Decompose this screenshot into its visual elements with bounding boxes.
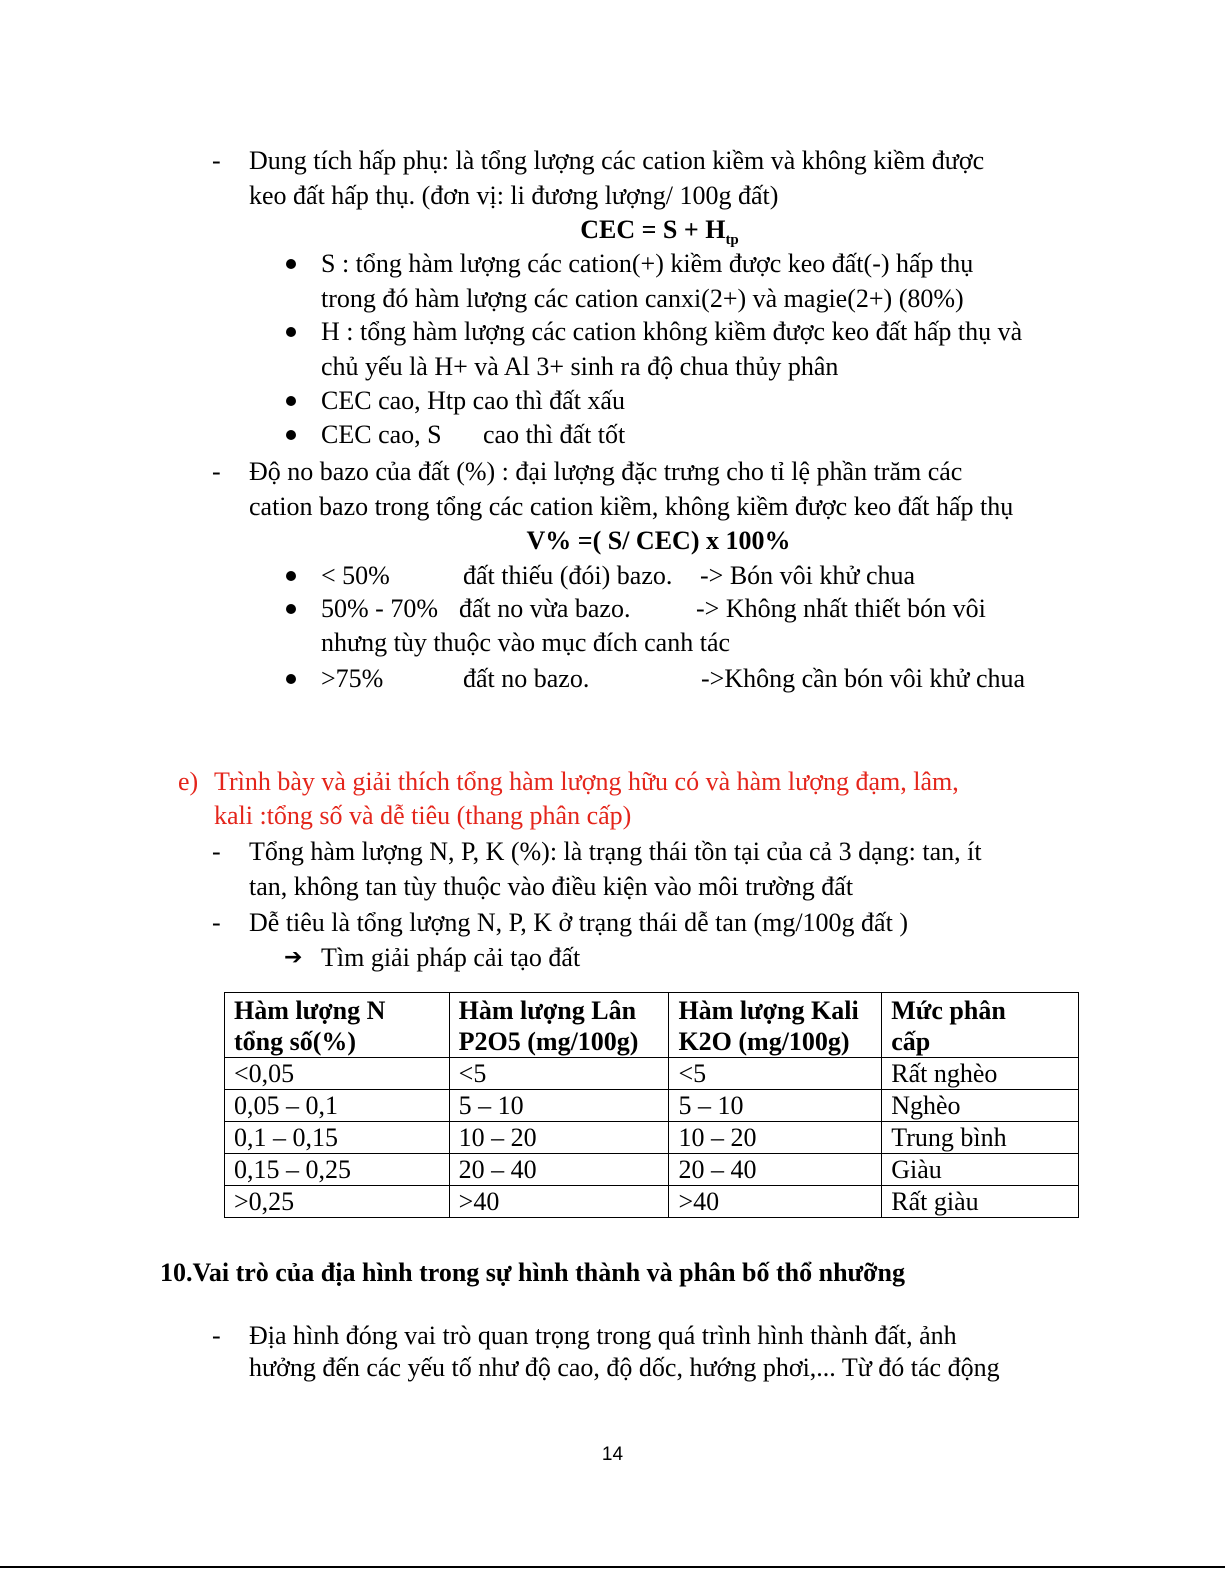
dash-marker: - <box>212 1321 221 1350</box>
table-cell: 0,15 – 0,25 <box>225 1154 450 1186</box>
bullet-dot <box>286 604 296 614</box>
section-e-title-line1: Trình bày và giải thích tổng hàm lượng hữu có và hàm lượng đạm, lâm, <box>214 767 959 796</box>
bazo-bullet-1-c: -> Bón vôi khử chua <box>700 561 916 590</box>
bazo-bullet-3-c: ->Không cần bón vôi khử chua <box>701 664 1026 693</box>
table-cell: >40 <box>449 1186 669 1218</box>
bazo-bullet-2-b: đất no vừa bazo. <box>459 594 631 623</box>
bullet-dot <box>286 327 296 337</box>
dash-marker: - <box>212 837 221 866</box>
table-row <box>225 1122 1079 1154</box>
table-row <box>225 1090 1079 1122</box>
section-10-item-line1: Địa hình đóng vai trò quan trọng trong quá trình hình thành đất, ảnh <box>249 1321 957 1350</box>
bullet-dot <box>286 396 296 406</box>
cec-bullet-4b: cao thì đất tốt <box>483 420 626 449</box>
section-10-item-line2: hưởng đến các yếu tố như độ cao, độ dốc, hướng phơi,... Từ đó tác động <box>249 1353 1000 1382</box>
page-bottom-rule <box>0 1566 1225 1568</box>
table-cell: 0,05 – 0,1 <box>225 1090 450 1122</box>
table-header-cell: Hàm lượng Lân P2O5 (mg/100g) <box>449 993 669 1058</box>
bullet-dot <box>286 430 296 440</box>
bazo-bullet-2-c: -> Không nhất thiết bón vôi <box>696 594 986 623</box>
section-e-arrow-text: Tìm giải pháp cải tạo đất <box>321 943 581 972</box>
bullet-dot <box>286 259 296 269</box>
cec-bullet-1-line1: S : tổng hàm lượng các cation(+) kiềm được keo đất(-) hấp thụ <box>321 249 974 278</box>
cec-bullet-3: CEC cao, Htp cao thì đất xấu <box>321 386 625 415</box>
table-row <box>225 1058 1079 1090</box>
page-number: 14 <box>601 1444 624 1465</box>
dash-marker: - <box>212 908 221 937</box>
section-10-heading: 10.Vai trò của địa hình trong sự hình thành và phân bố thổ nhưỡng <box>160 1258 905 1287</box>
bazo-item-line1: Độ no bazo của đất (%) : đại lượng đặc trưng cho tỉ lệ phần trăm các <box>249 457 963 486</box>
nutrient-grading-table <box>224 992 1079 1218</box>
cec-item-line1: Dung tích hấp phụ: là tổng lượng các cation kiềm và không kiềm được <box>249 146 985 175</box>
section-e-marker: e) <box>178 767 199 796</box>
section-e-item1-line1: Tổng hàm lượng N, P, K (%): là trạng thái tồn tại của cả 3 dạng: tan, ít <box>249 837 982 866</box>
table-cell: 5 – 10 <box>669 1090 882 1122</box>
table-header-cell: Mức phân cấp <box>882 993 1079 1058</box>
cec-item-line2: keo đất hấp thụ. (đơn vị: li đương lượng/ 100g đất) <box>249 181 779 210</box>
bazo-bullet-1-b: đất thiếu (đói) bazo. <box>463 561 673 590</box>
table-header-row <box>225 993 1079 1058</box>
table-cell: 20 – 40 <box>449 1154 669 1186</box>
table-cell: 0,1 – 0,15 <box>225 1122 450 1154</box>
right-arrow-icon: ➔ <box>284 945 303 970</box>
table-row <box>225 1154 1079 1186</box>
bazo-bullet-2-a: 50% - 70% <box>321 594 438 623</box>
bazo-bullet-3-b: đất no bazo. <box>463 664 590 693</box>
cec-bullet-1-line2: trong đó hàm lượng các cation canxi(2+) và magie(2+) (80%) <box>321 284 964 313</box>
bazo-bullet-1-a: < 50% <box>321 561 390 590</box>
table-header-cell: Hàm lượng N tổng số(%) <box>225 993 450 1058</box>
cec-bullet-2-line1: H : tổng hàm lượng các cation không kiềm được keo đất hấp thụ và <box>321 317 1023 346</box>
table-cell: >0,25 <box>225 1186 450 1218</box>
section-e-item2: Dễ tiêu là tổng lượng N, P, K ở trạng thái dễ tan (mg/100g đất ) <box>249 908 908 937</box>
table-header-cell: Hàm lượng Kali K2O (mg/100g) <box>669 993 882 1058</box>
table-cell: Nghèo <box>882 1090 1079 1122</box>
table-cell: Rất giàu <box>882 1186 1079 1218</box>
bazo-item-line2: cation bazo trong tổng các cation kiềm, không kiềm được keo đất hấp thụ <box>249 492 1014 521</box>
dash-marker: - <box>212 146 221 175</box>
dash-marker: - <box>212 457 221 486</box>
table-cell: Rất nghèo <box>882 1058 1079 1090</box>
table-cell: 5 – 10 <box>449 1090 669 1122</box>
section-e-item1-line2: tan, không tan tùy thuộc vào điều kiện vào môi trường đất <box>249 872 854 901</box>
bazo-bullet-2-line2: nhưng tùy thuộc vào mục đích canh tác <box>321 628 731 657</box>
table-cell: <5 <box>669 1058 882 1090</box>
bullet-dot <box>286 571 296 581</box>
table-cell: >40 <box>669 1186 882 1218</box>
table-cell: Giàu <box>882 1154 1079 1186</box>
cec-formula-main: CEC = S + H <box>580 215 726 244</box>
bullet-dot <box>286 674 296 684</box>
table-cell: Trung bình <box>882 1122 1079 1154</box>
section-e-title-line2: kali :tổng số và dễ tiêu (thang phân cấp) <box>214 801 632 830</box>
table-cell: 10 – 20 <box>449 1122 669 1154</box>
bazo-bullet-3-a: >75% <box>321 664 384 693</box>
table-row <box>225 1186 1079 1218</box>
cec-bullet-4a: CEC cao, S <box>321 420 442 449</box>
table-cell: 20 – 40 <box>669 1154 882 1186</box>
bazo-formula: V% =( S/ CEC) x 100% <box>526 526 791 555</box>
cec-formula-sub: tp <box>725 232 739 248</box>
table-cell: <0,05 <box>225 1058 450 1090</box>
table-cell: 10 – 20 <box>669 1122 882 1154</box>
table-cell: <5 <box>449 1058 669 1090</box>
cec-bullet-2-line2: chủ yếu là H+ và Al 3+ sinh ra độ chua thủy phân <box>321 352 839 381</box>
